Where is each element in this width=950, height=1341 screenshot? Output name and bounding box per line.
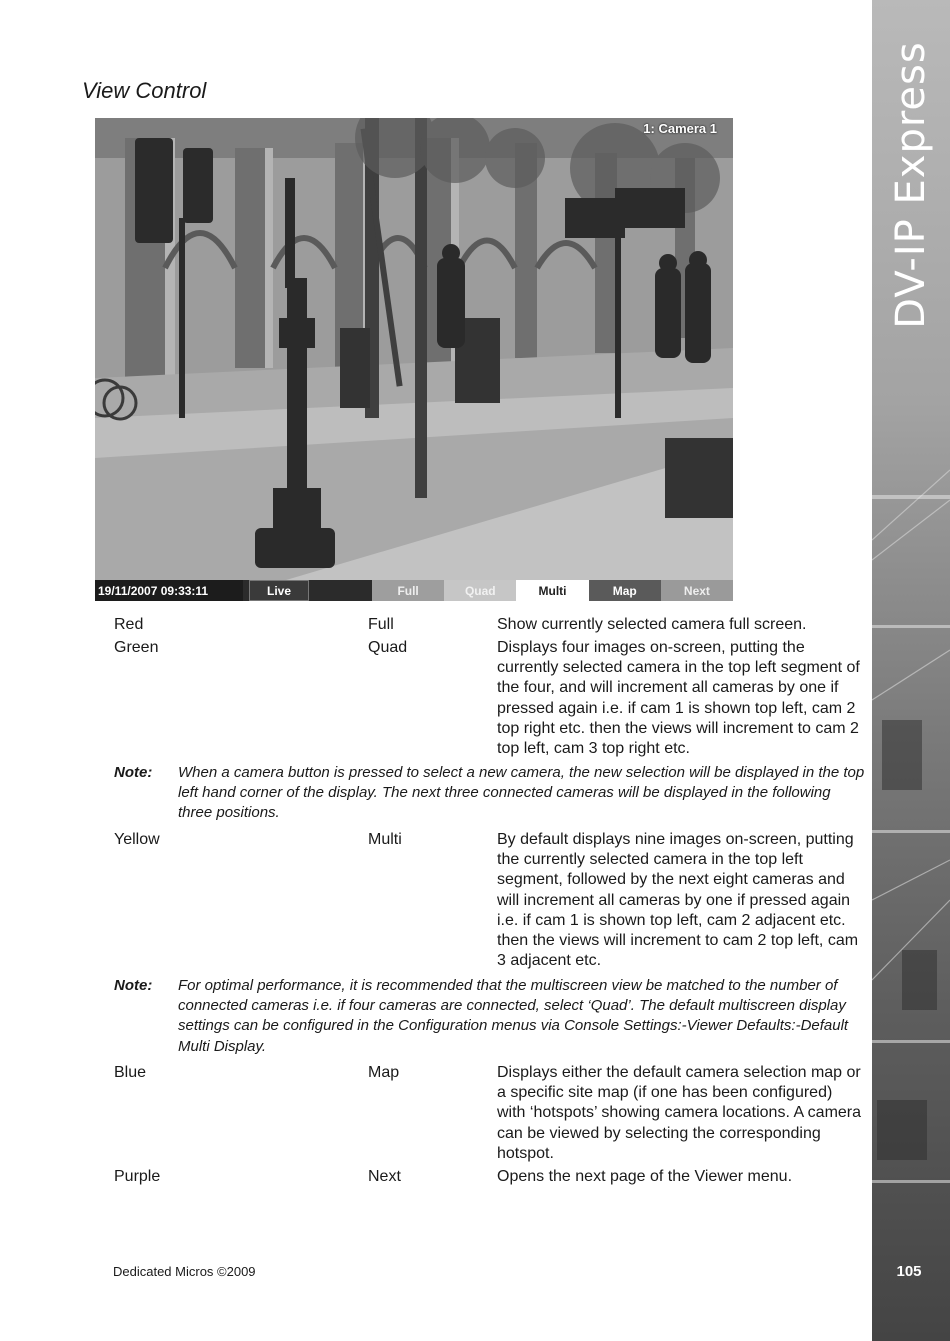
color-label: Blue [114, 1064, 147, 1081]
note-text: For optimal performance, it is recommended that the multiscreen view be matched to the number of connected cameras i.e. if four cameras are connected, select ‘Quad’. The default multiscreen display settings can be configured in the Configuration menus via Console Settings:-Viewer Defaults:-Default Multi Display. [178, 977, 849, 1055]
note-text: When a camera button is pressed to select a new camera, the new selection will be displayed in the top left hand corner of the display. The next three connected cameras will be displayed in the following three positions. [178, 764, 865, 822]
street-scene-illustration [95, 118, 733, 601]
button-name: Map [368, 1064, 400, 1081]
section-title: View Control [82, 78, 207, 103]
color-label: Yellow [114, 831, 160, 848]
color-label: Purple [114, 1168, 161, 1185]
side-title: DV-IP Express [888, 41, 934, 329]
camera-toolbar [95, 580, 733, 601]
note-label: Note: [114, 764, 153, 781]
toolbar-spacer [309, 580, 372, 601]
note-label: Note: [114, 977, 153, 994]
button-description: Displays four images on-screen, putting the currently selected camera in the top left segment of the four, and will increment all cameras by one if pressed again i.e. if cam 1 is shown top left, cam 2 top right etc. then the views will increment to cam 2 top left, cam 3 top right etc. [497, 639, 860, 758]
camera-title-overlay: 1: Camera 1 [643, 121, 717, 136]
button-name: Quad [368, 639, 408, 656]
footer-copyright: Dedicated Micros ©2009 [113, 1264, 256, 1279]
next-button[interactable]: Next [661, 580, 733, 601]
side-banner [872, 0, 950, 1341]
color-label: Green [114, 639, 159, 656]
button-name: Full [368, 616, 394, 633]
button-description: Displays either the default camera selection map or a specific site map (if one has been configured) with ‘hotspots’ showing camera locations. A camera can be viewed by selecting the corresponding hotspot. [497, 1064, 862, 1162]
multi-button[interactable]: Multi [516, 580, 588, 601]
button-name: Multi [368, 831, 402, 848]
live-button[interactable]: Live [249, 580, 309, 601]
quad-button[interactable]: Quad [444, 580, 516, 601]
map-button[interactable]: Map [589, 580, 661, 601]
full-button[interactable]: Full [372, 580, 444, 601]
page-number: 105 [896, 1263, 922, 1280]
timestamp: 19/11/2007 09:33:11 [95, 580, 243, 601]
button-description: Show currently selected camera full screen. [497, 616, 807, 633]
color-label: Red [114, 616, 144, 633]
button-description: By default displays nine images on-screen, putting the currently selected camera in the top left segment, followed by the next eight cameras and will increment all cameras by one if pressed again i.e. if cam 1 is shown top left, cam 2 adjacent etc. then the views will increment to cam 2 top left, cam 3 adjacent etc. [497, 831, 859, 970]
button-name: Next [368, 1168, 401, 1185]
camera-view-image [95, 118, 733, 601]
button-description: Opens the next page of the Viewer menu. [497, 1168, 793, 1185]
